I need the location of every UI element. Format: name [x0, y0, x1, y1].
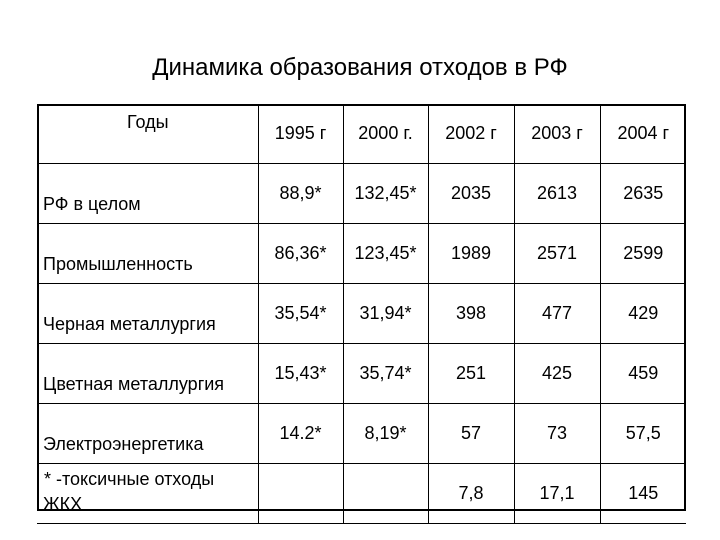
table-cell: 35,74*: [343, 344, 428, 404]
row-label: РФ в целом: [37, 164, 258, 224]
row-label: Цветная металлургия: [37, 344, 258, 404]
table-cell: 477: [514, 284, 600, 344]
table-row: [37, 164, 686, 224]
table-cell: 57,5: [600, 404, 686, 464]
table-cell: 35,54*: [258, 284, 343, 344]
table-cell: 251: [428, 344, 514, 404]
table-cell: 2613: [514, 164, 600, 224]
table-cell: 2599: [600, 224, 686, 284]
table-cell: 8,19*: [343, 404, 428, 464]
table-cell: 7,8: [428, 464, 514, 524]
table-cell: 17,1: [514, 464, 600, 524]
table-cell: 14.2*: [258, 404, 343, 464]
header-year: 1995 г: [258, 104, 343, 164]
row-label: ЖКХ: [37, 464, 258, 524]
table-row: [37, 404, 686, 464]
table-cell: 2571: [514, 224, 600, 284]
table-row: [37, 344, 686, 404]
table-row: [37, 284, 686, 344]
table-cell: 425: [514, 344, 600, 404]
header-year: 2003 г: [514, 104, 600, 164]
table-cell: 86,36*: [258, 224, 343, 284]
table-cell: 132,45*: [343, 164, 428, 224]
header-year: 2000 г.: [343, 104, 428, 164]
header-label: Годы: [37, 104, 258, 164]
row-label: Черная металлургия: [37, 284, 258, 344]
table-cell: 145: [600, 464, 686, 524]
row-label: Промышленность: [37, 224, 258, 284]
table-cell: 88,9*: [258, 164, 343, 224]
table-cell: 1989: [428, 224, 514, 284]
table-row: [37, 224, 686, 284]
page-title: Динамика образования отходов в РФ: [152, 54, 568, 81]
table-cell: 459: [600, 344, 686, 404]
table-cell: 123,45*: [343, 224, 428, 284]
table-cell: 2635: [600, 164, 686, 224]
table-cell: 398: [428, 284, 514, 344]
table-cell: 2035: [428, 164, 514, 224]
row-label: Электроэнергетика: [37, 404, 258, 464]
table-cell: 429: [600, 284, 686, 344]
footnote: * -токсичные отходы: [44, 469, 215, 489]
header-year: 2004 г: [600, 104, 686, 164]
table-cell: 15,43*: [258, 344, 343, 404]
table-header-row: [37, 104, 686, 164]
header-year: 2002 г: [428, 104, 514, 164]
table-cell: 57: [428, 404, 514, 464]
waste-table: [37, 104, 686, 524]
table-cell: [258, 464, 343, 524]
table-cell: [343, 464, 428, 524]
table-cell: 31,94*: [343, 284, 428, 344]
table-cell: 73: [514, 404, 600, 464]
